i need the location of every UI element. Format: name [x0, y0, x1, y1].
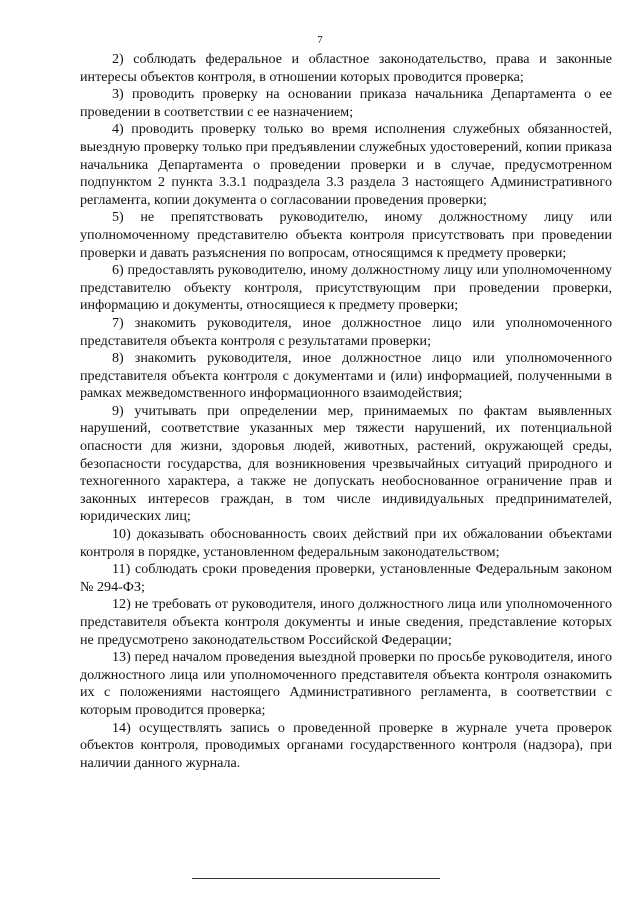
paragraph-item-4: 4) проводить проверку только во время исполнения служебных обязанностей, выездную проверку только при предъявлении служебных удостоверений, копии приказа начальника Департамента о проведении проверки и в случае, предусмотренном подпунктом 2 пункта 3.3.1 подраздела 3.3 раздела 3 настоящего Административного регламента, копии документа о согласовании проведения проверки;	[80, 121, 612, 208]
document-body	[80, 51, 612, 772]
page-number: 7	[317, 34, 323, 46]
paragraph-item-14: 14) осуществлять запись о проведенной проверке в журнале учета проверок объектов контроля, проводимых органами государственного контроля (надзора), при наличии данного журнала.	[80, 719, 612, 771]
paragraph-item-12: 12) не требовать от руководителя, иного должностного лица или уполномоченного представителя объекта контроля документы и иные сведения, представление которых не предусмотрено законодательством Российской Федерации;	[80, 596, 612, 648]
paragraph-item-7: 7) знакомить руководителя, иное должностное лицо или уполномоченного представителя объекта контроля с результатами проверки;	[80, 314, 612, 349]
footer-divider	[192, 878, 440, 879]
paragraph-item-8: 8) знакомить руководителя, иное должностное лицо или уполномоченного представителя объекта контроля с документами и (или) информацией, полученными в рамках межведомственного информационного взаимодействия;	[80, 350, 612, 402]
paragraph-item-6: 6) предоставлять руководителю, иному должностному лицу или уполномоченному представителю объекту контроля, присутствующим при проведении проверки, информацию и документы, относящиеся к предмету проверки;	[80, 262, 612, 314]
paragraph-item-9: 9) учитывать при определении мер, принимаемых по фактам выявленных нарушений, соответствие указанных мер тяжести нарушений, их потенциальной опасности для жизни, здоровья людей, животных, растений, окружающей среды, безопасности государства, для возникновения чрезвычайных ситуаций природного и техногенного характера, а также не допускать необоснованное ограничение прав и законных интересов граждан, в том числе индивидуальных предпринимателей, юридических лиц;	[80, 402, 612, 525]
paragraph-item-11: 11) соблюдать сроки проведения проверки, установленные Федеральным законом № 294-ФЗ;	[80, 561, 612, 595]
paragraph-item-2: 2) соблюдать федеральное и областное законодательство, права и законные интересы объектов контроля, в отношении которых проводится проверка;	[80, 51, 612, 85]
paragraph-item-13: 13) перед началом проведения выездной проверки по просьбе руководителя, иного должностного лица или уполномоченного представителя объекта контроля ознакомить их с положениями настоящего Административного регламента, в соответствии с которым проводится проверка;	[80, 649, 612, 718]
paragraph-item-3: 3) проводить проверку на основании приказа начальника Департамента о ее проведении в соответствии с ее назначением;	[80, 86, 612, 120]
paragraph-item-5: 5) не препятствовать руководителю, иному должностному лицу или уполномоченному представителю объекта контроля присутствовать при проведении проверки и давать разъяснения по вопросам, относящимся к предмету проверки;	[80, 209, 612, 261]
paragraph-item-10: 10) доказывать обоснованность своих действий при их обжаловании объектами контроля в порядке, установленном федеральным законодательством;	[80, 526, 612, 560]
